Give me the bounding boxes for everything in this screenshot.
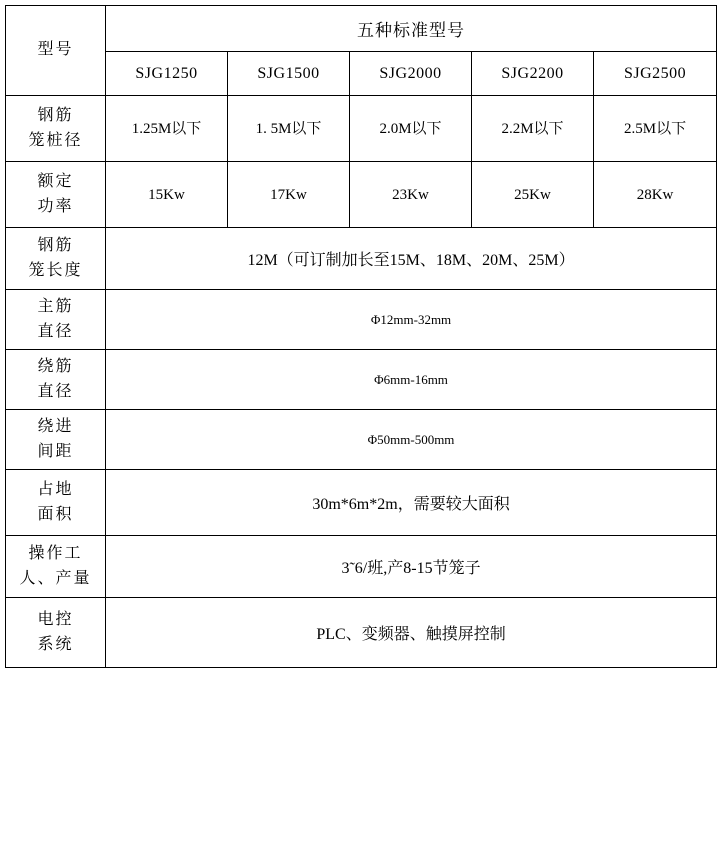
row-label-main-bar-diameter bbox=[6, 290, 106, 350]
table-row-cage-length bbox=[6, 228, 717, 290]
row-label-control-system bbox=[6, 598, 106, 668]
rated-power-value-5: 28Kw bbox=[594, 162, 717, 228]
spec-sheet bbox=[0, 5, 721, 855]
cage-diameter-value-3: 2.0M以下 bbox=[350, 96, 472, 162]
main-bar-diameter-value: Φ12mm-32mm bbox=[106, 290, 717, 350]
row-label-line2: 直径 bbox=[37, 382, 74, 400]
row-label-line2: 笼长度 bbox=[28, 261, 83, 279]
row-label-line2: 直径 bbox=[37, 322, 74, 340]
model-cell-2: SJG1500 bbox=[228, 52, 350, 96]
row-label-line1: 钢筋 bbox=[37, 106, 74, 124]
rated-power-value-4: 25Kw bbox=[472, 162, 594, 228]
rated-power-value-1: 15Kw bbox=[106, 162, 228, 228]
floor-area-value: 30m*6m*2m，需要较大面积 bbox=[106, 470, 717, 536]
row-label-line2: 人、产量 bbox=[19, 569, 92, 587]
row-label-line2: 面积 bbox=[37, 505, 74, 523]
table-row-header-group bbox=[6, 6, 717, 52]
row-label-cage-diameter bbox=[6, 96, 106, 162]
cage-diameter-value-4: 2.2M以下 bbox=[472, 96, 594, 162]
table-row-rated-power bbox=[6, 162, 717, 228]
row-label-winding-pitch bbox=[6, 410, 106, 470]
row-label-operators-output bbox=[6, 536, 106, 598]
row-label-line1: 主筋 bbox=[37, 297, 74, 315]
row-label-line1: 绕进 bbox=[37, 417, 74, 435]
row-label-line1: 钢筋 bbox=[37, 236, 74, 254]
row-label-line1: 操作工 bbox=[28, 544, 83, 562]
row-label-line1: 电控 bbox=[37, 610, 74, 628]
model-cell-3: SJG2000 bbox=[350, 52, 472, 96]
header-model-label: 型号 bbox=[6, 6, 106, 96]
rated-power-value-3: 23Kw bbox=[350, 162, 472, 228]
row-label-line2: 功率 bbox=[37, 197, 74, 215]
row-label-floor-area bbox=[6, 470, 106, 536]
row-label-line2: 笼桩径 bbox=[28, 131, 83, 149]
model-cell-5: SJG2500 bbox=[594, 52, 717, 96]
table-row-control-system bbox=[6, 598, 717, 668]
table-row-cage-diameter bbox=[6, 96, 717, 162]
table-row-operators-output bbox=[6, 536, 717, 598]
row-label-line2: 系统 bbox=[37, 635, 74, 653]
model-cell-4: SJG2200 bbox=[472, 52, 594, 96]
row-label-line1: 绕筋 bbox=[37, 357, 74, 375]
table-row-winding-bar-diameter bbox=[6, 350, 717, 410]
header-group-title: 五种标准型号 bbox=[106, 6, 717, 52]
table-row-models bbox=[6, 52, 717, 96]
cage-diameter-value-2: 1. 5M以下 bbox=[228, 96, 350, 162]
row-label-line2: 间距 bbox=[37, 442, 74, 460]
cage-length-value: 12M（可订制加长至15M、18M、20M、25M） bbox=[106, 228, 717, 290]
table-row-winding-pitch bbox=[6, 410, 717, 470]
cage-diameter-value-5: 2.5M以下 bbox=[594, 96, 717, 162]
rated-power-value-2: 17Kw bbox=[228, 162, 350, 228]
row-label-line1: 额定 bbox=[37, 172, 74, 190]
row-label-line1: 占地 bbox=[37, 480, 74, 498]
row-label-rated-power bbox=[6, 162, 106, 228]
control-system-value: PLC、变频器、触摸屏控制 bbox=[106, 598, 717, 668]
row-label-winding-bar-diameter bbox=[6, 350, 106, 410]
table-row-main-bar-diameter bbox=[6, 290, 717, 350]
row-label-cage-length bbox=[6, 228, 106, 290]
operators-output-value: 3˜6/班,产8-15节笼子 bbox=[106, 536, 717, 598]
winding-pitch-value: Φ50mm-500mm bbox=[106, 410, 717, 470]
cage-diameter-value-1: 1.25M以下 bbox=[106, 96, 228, 162]
table-row-floor-area bbox=[6, 470, 717, 536]
model-cell-1: SJG1250 bbox=[106, 52, 228, 96]
winding-bar-diameter-value: Φ6mm-16mm bbox=[106, 350, 717, 410]
specification-table bbox=[5, 5, 717, 668]
